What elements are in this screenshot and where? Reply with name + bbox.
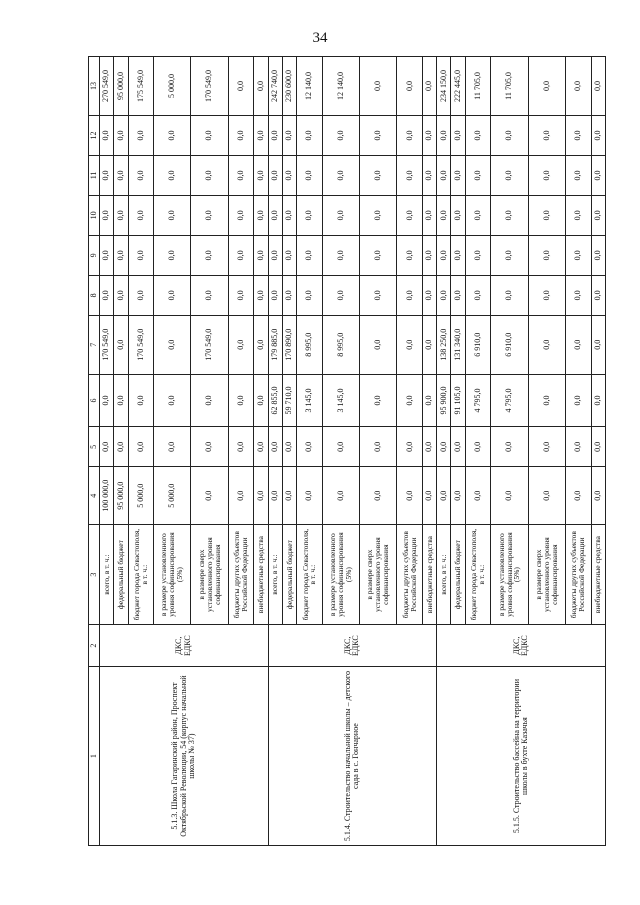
header-cell: 8 [89, 275, 100, 315]
value-cell: 0,0 [154, 374, 191, 427]
header-cell: 2 [89, 625, 100, 667]
value-cell: 0,0 [528, 374, 565, 427]
value-cell: 131 340,0 [451, 315, 465, 374]
value-cell: 0,0 [114, 235, 128, 275]
value-cell: 0,0 [360, 427, 397, 467]
value-cell: 0,0 [591, 427, 605, 467]
value-cell: 0,0 [114, 275, 128, 315]
header-cell: 1 [89, 667, 100, 846]
value-cell: 0,0 [566, 155, 591, 195]
funding-source-cell: всего, в т. ч.: [268, 525, 282, 625]
value-cell: 0,0 [322, 467, 359, 525]
value-cell: 0,0 [154, 427, 191, 467]
value-cell: 0,0 [528, 315, 565, 374]
value-cell: 170 549,0 [191, 315, 228, 374]
header-cell: 10 [89, 195, 100, 235]
value-cell: 0,0 [322, 115, 359, 155]
value-cell: 270 549,0 [100, 57, 114, 116]
value-cell: 0,0 [228, 374, 253, 427]
value-cell: 0,0 [566, 57, 591, 116]
value-cell: 0,0 [491, 115, 528, 155]
funding-source-cell: всего, в т. ч.: [437, 525, 451, 625]
value-cell: 5 000,0 [128, 467, 153, 525]
value-cell: 0,0 [100, 235, 114, 275]
value-cell: 0,0 [397, 195, 422, 235]
value-cell: 95 000,0 [114, 57, 128, 116]
value-cell: 0,0 [591, 155, 605, 195]
header-cell: 13 [89, 57, 100, 116]
table-row [100, 57, 114, 846]
value-cell: 0,0 [228, 467, 253, 525]
value-cell: 0,0 [100, 115, 114, 155]
funding-source-cell: в размере установленного уровня софинансирования (5%) [491, 525, 528, 625]
value-cell: 179 885,0 [268, 315, 282, 374]
value-cell: 0,0 [397, 315, 422, 374]
value-cell: 0,0 [322, 427, 359, 467]
value-cell: 0,0 [591, 195, 605, 235]
value-cell: 170 890,0 [282, 315, 296, 374]
value-cell: 230 600,0 [282, 57, 296, 116]
value-cell: 0,0 [591, 275, 605, 315]
value-cell: 0,0 [254, 115, 268, 155]
value-cell: 6 910,0 [465, 315, 490, 374]
value-cell: 0,0 [397, 275, 422, 315]
value-cell: 0,0 [437, 195, 451, 235]
value-cell: 0,0 [228, 427, 253, 467]
value-cell: 0,0 [437, 115, 451, 155]
value-cell: 0,0 [397, 57, 422, 116]
value-cell: 4 795,0 [465, 374, 490, 427]
value-cell: 0,0 [465, 467, 490, 525]
value-cell: 0,0 [591, 315, 605, 374]
value-cell: 0,0 [191, 115, 228, 155]
value-cell: 0,0 [491, 467, 528, 525]
value-cell: 0,0 [465, 235, 490, 275]
value-cell: 0,0 [591, 235, 605, 275]
value-cell: 0,0 [254, 374, 268, 427]
value-cell: 0,0 [591, 467, 605, 525]
value-cell: 0,0 [465, 195, 490, 235]
value-cell: 0,0 [422, 195, 436, 235]
value-cell: 0,0 [268, 467, 282, 525]
value-cell: 0,0 [451, 195, 465, 235]
value-cell: 0,0 [268, 235, 282, 275]
value-cell: 0,0 [566, 467, 591, 525]
value-cell: 59 710,0 [282, 374, 296, 427]
funding-source-cell: федеральный бюджет [451, 525, 465, 625]
value-cell: 0,0 [422, 427, 436, 467]
header-row [89, 57, 100, 846]
funding-source-cell: внебюджетные средства [254, 525, 268, 625]
value-cell: 0,0 [465, 155, 490, 195]
value-cell: 0,0 [228, 235, 253, 275]
value-cell: 0,0 [100, 155, 114, 195]
value-cell: 0,0 [465, 115, 490, 155]
value-cell: 0,0 [422, 57, 436, 116]
value-cell: 0,0 [114, 195, 128, 235]
table-body [89, 57, 606, 846]
funding-source-cell: бюджет города Севастополя, в т. ч.: [128, 525, 153, 625]
value-cell: 0,0 [397, 467, 422, 525]
value-cell: 0,0 [100, 275, 114, 315]
value-cell: 100 000,0 [100, 467, 114, 525]
table-row [268, 57, 282, 846]
value-cell: 12 140,0 [297, 57, 322, 116]
value-cell: 0,0 [491, 235, 528, 275]
value-cell: 0,0 [297, 275, 322, 315]
value-cell: 0,0 [360, 115, 397, 155]
value-cell: 0,0 [282, 235, 296, 275]
value-cell: 4 795,0 [491, 374, 528, 427]
table-row [437, 57, 451, 846]
value-cell: 95 900,0 [437, 374, 451, 427]
funding-source-cell: бюджеты других субъектов Российской Федерации [228, 525, 253, 625]
value-cell: 0,0 [128, 427, 153, 467]
value-cell: 0,0 [297, 155, 322, 195]
header-cell: 12 [89, 115, 100, 155]
funding-source-cell: в размере сверх установленного уровня софинансирования [191, 525, 228, 625]
value-cell: 0,0 [154, 115, 191, 155]
value-cell: 0,0 [282, 155, 296, 195]
value-cell: 0,0 [268, 427, 282, 467]
value-cell: 0,0 [154, 315, 191, 374]
value-cell: 242 740,0 [268, 57, 282, 116]
value-cell: 0,0 [360, 57, 397, 116]
value-cell: 0,0 [465, 427, 490, 467]
value-cell: 6 910,0 [491, 315, 528, 374]
value-cell: 0,0 [297, 115, 322, 155]
value-cell: 0,0 [114, 374, 128, 427]
value-cell: 0,0 [191, 235, 228, 275]
value-cell: 0,0 [282, 427, 296, 467]
value-cell: 0,0 [254, 195, 268, 235]
funding-source-cell: федеральный бюджет [282, 525, 296, 625]
value-cell: 0,0 [228, 195, 253, 235]
value-cell: 8 995,0 [297, 315, 322, 374]
value-cell: 0,0 [282, 275, 296, 315]
header-cell: 5 [89, 427, 100, 467]
value-cell: 0,0 [491, 427, 528, 467]
header-cell: 4 [89, 467, 100, 525]
value-cell: 0,0 [228, 315, 253, 374]
value-cell: 0,0 [114, 155, 128, 195]
value-cell: 170 549,0 [191, 57, 228, 116]
value-cell: 170 549,0 [100, 315, 114, 374]
value-cell: 5 000,0 [154, 467, 191, 525]
value-cell: 0,0 [282, 467, 296, 525]
value-cell: 0,0 [114, 427, 128, 467]
value-cell: 0,0 [128, 195, 153, 235]
value-cell: 0,0 [528, 115, 565, 155]
value-cell: 0,0 [228, 115, 253, 155]
value-cell: 0,0 [322, 275, 359, 315]
value-cell: 0,0 [360, 315, 397, 374]
value-cell: 0,0 [566, 115, 591, 155]
value-cell: 0,0 [528, 275, 565, 315]
object-name-cell: 5.1.5. Строительство бассейна на территории школы в бухте Казачья [437, 667, 606, 846]
value-cell: 3 145,0 [297, 374, 322, 427]
value-cell: 0,0 [528, 467, 565, 525]
value-cell: 0,0 [566, 374, 591, 427]
value-cell: 0,0 [154, 155, 191, 195]
value-cell: 0,0 [397, 374, 422, 427]
value-cell: 234 150,0 [437, 57, 451, 116]
value-cell: 0,0 [128, 275, 153, 315]
value-cell: 0,0 [397, 235, 422, 275]
page-number: 34 [312, 30, 328, 46]
funding-source-cell: бюджеты других субъектов Российской Федерации [566, 525, 591, 625]
funding-source-cell: в размере сверх установленного уровня софинансирования [360, 525, 397, 625]
value-cell: 0,0 [191, 195, 228, 235]
value-cell: 138 250,0 [437, 315, 451, 374]
value-cell: 11 705,0 [465, 57, 490, 116]
header-cell: 7 [89, 315, 100, 374]
value-cell: 0,0 [228, 155, 253, 195]
rotated-table-frame [88, 56, 606, 846]
value-cell: 0,0 [360, 155, 397, 195]
funding-source-cell: бюджет города Севастополя, в т. ч.: [465, 525, 490, 625]
value-cell: 0,0 [114, 315, 128, 374]
value-cell: 0,0 [491, 155, 528, 195]
value-cell: 0,0 [422, 315, 436, 374]
value-cell: 0,0 [360, 467, 397, 525]
value-cell: 0,0 [297, 195, 322, 235]
header-cell: 6 [89, 374, 100, 427]
value-cell: 0,0 [254, 275, 268, 315]
value-cell: 0,0 [254, 427, 268, 467]
funding-source-cell: бюджет города Севастополя, в т. ч.: [297, 525, 322, 625]
value-cell: 0,0 [528, 427, 565, 467]
value-cell: 0,0 [191, 467, 228, 525]
value-cell: 0,0 [191, 374, 228, 427]
value-cell: 0,0 [397, 427, 422, 467]
value-cell: 0,0 [228, 57, 253, 116]
value-cell: 0,0 [397, 155, 422, 195]
value-cell: 0,0 [451, 467, 465, 525]
value-cell: 0,0 [297, 235, 322, 275]
financing-table [88, 56, 606, 846]
value-cell: 0,0 [360, 235, 397, 275]
value-cell: 0,0 [128, 374, 153, 427]
value-cell: 0,0 [528, 195, 565, 235]
value-cell: 0,0 [528, 155, 565, 195]
value-cell: 0,0 [566, 427, 591, 467]
value-cell: 0,0 [128, 115, 153, 155]
value-cell: 8 995,0 [322, 315, 359, 374]
header-cell: 9 [89, 235, 100, 275]
value-cell: 5 000,0 [154, 57, 191, 116]
value-cell: 0,0 [437, 467, 451, 525]
funding-source-cell: федеральный бюджет [114, 525, 128, 625]
value-cell: 0,0 [566, 235, 591, 275]
value-cell: 0,0 [437, 427, 451, 467]
value-cell: 0,0 [268, 195, 282, 235]
value-cell: 0,0 [491, 195, 528, 235]
value-cell: 222 445,0 [451, 57, 465, 116]
value-cell: 0,0 [451, 155, 465, 195]
value-cell: 0,0 [591, 374, 605, 427]
value-cell: 0,0 [491, 275, 528, 315]
rotated-table-area [88, 56, 606, 846]
funding-source-cell: бюджеты других субъектов Российской Федерации [397, 525, 422, 625]
value-cell: 0,0 [297, 427, 322, 467]
agency-cell: ДКС, ЕДКС [437, 625, 606, 667]
value-cell: 11 705,0 [491, 57, 528, 116]
value-cell: 0,0 [191, 155, 228, 195]
value-cell: 0,0 [191, 275, 228, 315]
value-cell: 0,0 [397, 115, 422, 155]
value-cell: 3 145,0 [322, 374, 359, 427]
value-cell: 0,0 [591, 57, 605, 116]
value-cell: 0,0 [422, 155, 436, 195]
value-cell: 0,0 [154, 275, 191, 315]
value-cell: 0,0 [268, 275, 282, 315]
header-cell: 3 [89, 525, 100, 625]
value-cell: 0,0 [268, 115, 282, 155]
header-cell: 11 [89, 155, 100, 195]
value-cell: 0,0 [154, 235, 191, 275]
value-cell: 0,0 [422, 374, 436, 427]
value-cell: 0,0 [360, 374, 397, 427]
value-cell: 0,0 [322, 195, 359, 235]
value-cell: 0,0 [422, 115, 436, 155]
value-cell: 175 549,0 [128, 57, 153, 116]
value-cell: 91 105,0 [451, 374, 465, 427]
value-cell: 62 855,0 [268, 374, 282, 427]
object-name-cell: 5.1.4. Строительство начальной школы – детского сада в с. Гончарное [268, 667, 437, 846]
value-cell: 0,0 [528, 57, 565, 116]
value-cell: 0,0 [465, 275, 490, 315]
value-cell: 0,0 [100, 427, 114, 467]
value-cell: 0,0 [566, 275, 591, 315]
value-cell: 12 140,0 [322, 57, 359, 116]
value-cell: 0,0 [451, 427, 465, 467]
value-cell: 0,0 [191, 427, 228, 467]
funding-source-cell: в размере установленного уровня софинансирования (5%) [154, 525, 191, 625]
value-cell: 0,0 [254, 235, 268, 275]
value-cell: 0,0 [437, 235, 451, 275]
object-name-cell: 5.1.3. Школа Гагаринский район, Проспект Октябрьской Революции, 54 (корпус начальной школы № 37) [100, 667, 269, 846]
funding-source-cell: внебюджетные средства [591, 525, 605, 625]
funding-source-cell: в размере сверх установленного уровня софинансирования [528, 525, 565, 625]
value-cell: 0,0 [422, 467, 436, 525]
value-cell: 0,0 [422, 235, 436, 275]
value-cell: 0,0 [100, 374, 114, 427]
value-cell: 0,0 [268, 155, 282, 195]
value-cell: 0,0 [437, 275, 451, 315]
value-cell: 0,0 [114, 115, 128, 155]
value-cell: 0,0 [322, 235, 359, 275]
value-cell: 0,0 [528, 235, 565, 275]
value-cell: 0,0 [128, 155, 153, 195]
value-cell: 0,0 [437, 155, 451, 195]
agency-cell: ДКС, ЕДКС [100, 625, 269, 667]
value-cell: 0,0 [360, 275, 397, 315]
funding-source-cell: в размере установленного уровня софинансирования (5%) [322, 525, 359, 625]
value-cell: 0,0 [360, 195, 397, 235]
value-cell: 95 000,0 [114, 467, 128, 525]
value-cell: 0,0 [451, 115, 465, 155]
value-cell: 0,0 [254, 155, 268, 195]
value-cell: 0,0 [591, 115, 605, 155]
value-cell: 0,0 [254, 467, 268, 525]
value-cell: 0,0 [100, 195, 114, 235]
value-cell: 0,0 [282, 115, 296, 155]
value-cell: 0,0 [451, 235, 465, 275]
value-cell: 0,0 [566, 315, 591, 374]
value-cell: 0,0 [282, 195, 296, 235]
value-cell: 0,0 [422, 275, 436, 315]
value-cell: 170 549,0 [128, 315, 153, 374]
value-cell: 0,0 [566, 195, 591, 235]
value-cell: 0,0 [154, 195, 191, 235]
value-cell: 0,0 [254, 315, 268, 374]
value-cell: 0,0 [297, 467, 322, 525]
value-cell: 0,0 [322, 155, 359, 195]
funding-source-cell: всего, в т. ч.: [100, 525, 114, 625]
value-cell: 0,0 [254, 57, 268, 116]
value-cell: 0,0 [128, 235, 153, 275]
value-cell: 0,0 [228, 275, 253, 315]
value-cell: 0,0 [451, 275, 465, 315]
funding-source-cell: внебюджетные средства [422, 525, 436, 625]
agency-cell: ДКС, ЕДКС [268, 625, 437, 667]
